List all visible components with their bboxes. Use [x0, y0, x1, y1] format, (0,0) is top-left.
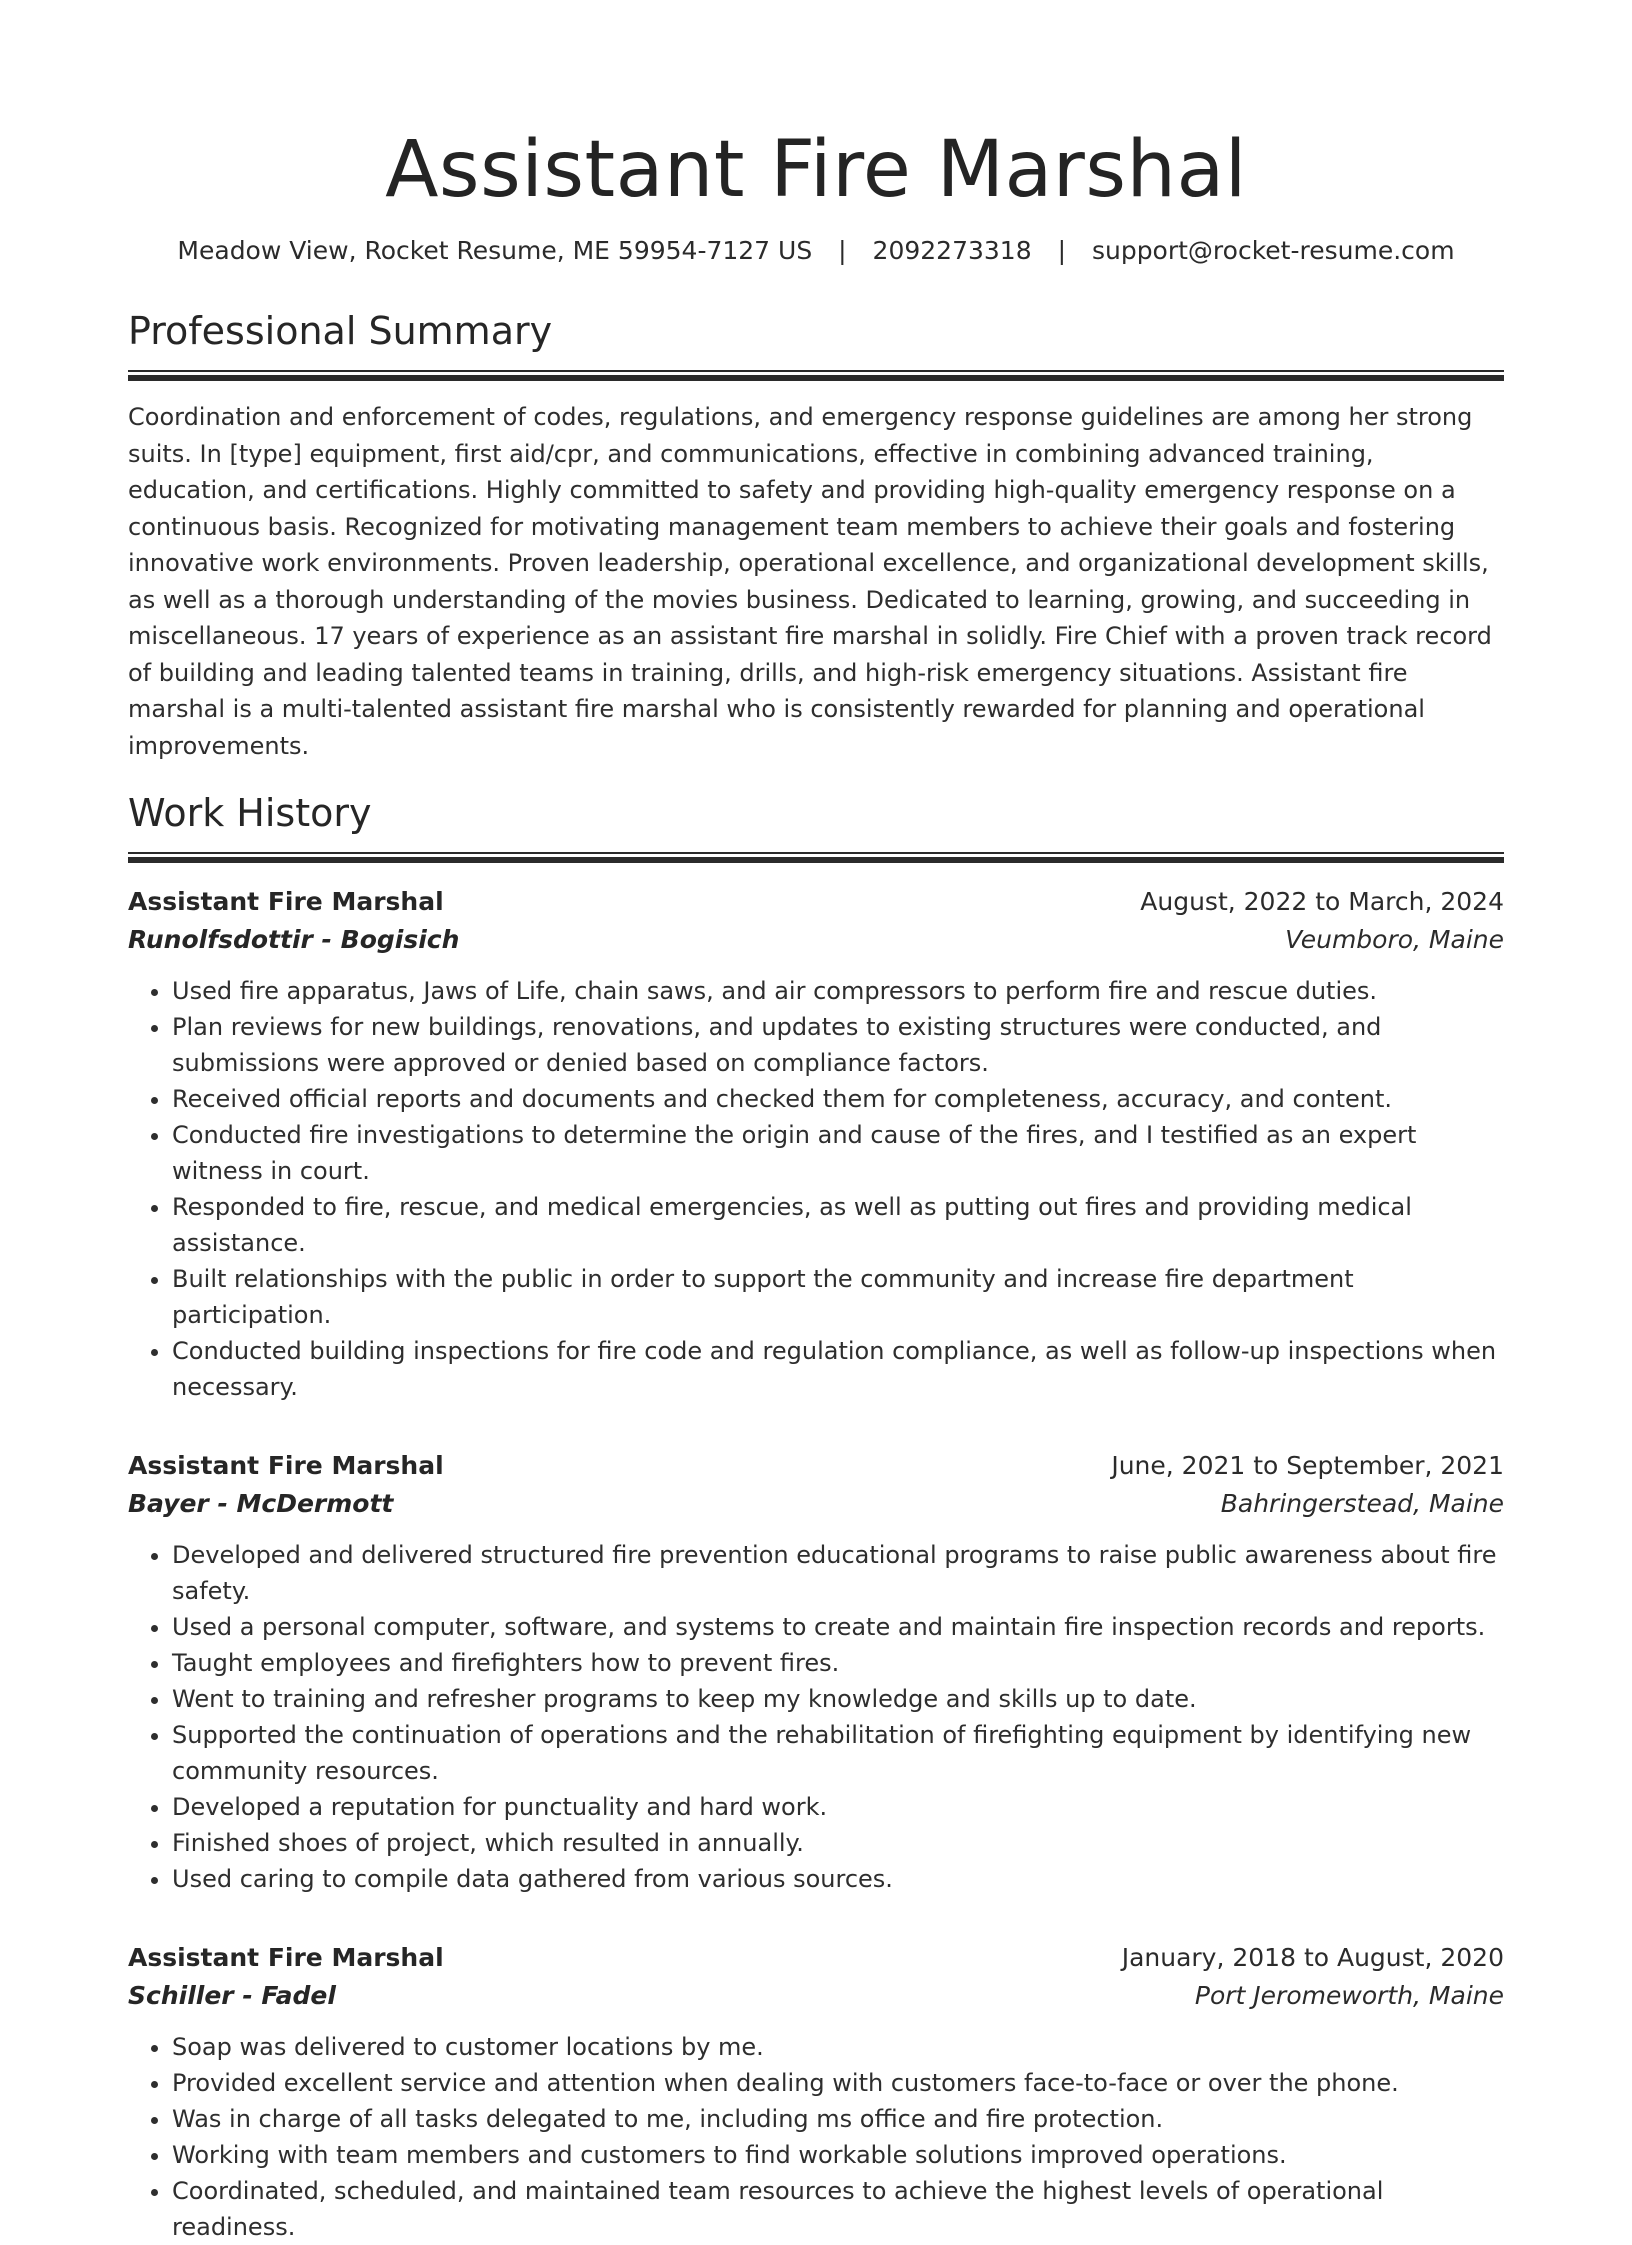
summary-section	[128, 306, 1504, 764]
job-bullet: • Responded to fire, rescue, and medical emergencies, as well as putting out fires and providing medical assistance.	[172, 1189, 1504, 1261]
job-bullet: • Was in charge of all tasks delegated to me, including ms office and fire protection.	[172, 2101, 1504, 2137]
job-bullet: • Conducted building inspections for fire code and regulation compliance, as well as follow-up inspections when necessary.	[172, 1333, 1504, 1405]
job-subheader-row	[128, 1977, 1504, 2015]
contact-separator: |	[838, 236, 847, 265]
resume-name: Assistant Fire Marshal	[385, 125, 1247, 215]
job-location: Bahringerstead, Maine	[1220, 1489, 1504, 1518]
job-company: Runolfsdottir - Bogisich	[128, 925, 460, 954]
job-bullet-list	[128, 2029, 1504, 2245]
section-divider	[128, 370, 1504, 381]
job-header-row	[128, 883, 1504, 921]
job-location: Veumboro, Maine	[1285, 925, 1504, 954]
job-bullet-list	[128, 1537, 1504, 1897]
job-bullet: • Used caring to compile data gathered from various sources.	[172, 1861, 1504, 1897]
job-title: Assistant Fire Marshal	[128, 1451, 444, 1480]
job-bullet: • Coordinated, scheduled, and maintained team resources to achieve the highest levels of operational readiness.	[172, 2173, 1504, 2245]
job-bullet: • Finished shoes of project, which resulted in annually.	[172, 1825, 1504, 1861]
contact-line	[128, 234, 1504, 268]
job-bullet: • Developed a reputation for punctuality and hard work.	[172, 1789, 1504, 1825]
job-dates: June, 2021 to September, 2021	[1111, 1451, 1504, 1480]
summary-text: Coordination and enforcement of codes, regulations, and emergency response guidelines are among her strong suits. In [type] equipment, first aid/cpr, and communications, effective in combining advanced training, education, and certifications. Highly committed to safety and providing high-quality emergency response on a continuous basis. Recognized for motivating management team members to achieve their goals and fostering innovative work environments. Proven leadership, operational excellence, and organizational development skills, as well as a thorough understanding of the movies business. Dedicated to learning, growing, and succeeding in miscellaneous. 17 years of experience as an assistant fire marshal in solidly. Fire Chief with a proven track record of building and leading talented teams in training, drills, and high-risk emergency situations. Assistant fire marshal is a multi-talented assistant fire marshal who is consistently rewarded for planning and operational improvements.	[128, 403, 1492, 760]
job-subheader-row	[128, 921, 1504, 959]
job-dates: August, 2022 to March, 2024	[1140, 887, 1504, 916]
job-bullet: • Conducted fire investigations to determine the origin and cause of the fires, and I testified as an expert witness in court.	[172, 1117, 1504, 1189]
job-bullet: • Taught employees and firefighters how to prevent fires.	[172, 1645, 1504, 1681]
job-bullet: • Received official reports and documents and checked them for completeness, accuracy, and content.	[172, 1081, 1504, 1117]
job-bullet: • Developed and delivered structured fire prevention educational programs to raise public awareness about fire safety.	[172, 1537, 1504, 1609]
job-title: Assistant Fire Marshal	[128, 887, 444, 916]
contact-phone: 2092273318	[872, 236, 1032, 265]
job-subheader-row	[128, 1485, 1504, 1523]
job-bullet-list	[128, 973, 1504, 1405]
job-bullet: • Soap was delivered to customer locations by me.	[172, 2029, 1504, 2065]
job-bullet: • Working with team members and customers to find workable solutions improved operations.	[172, 2137, 1504, 2173]
contact-email: support@rocket-resume.com	[1091, 236, 1455, 265]
job-bullet: • Plan reviews for new buildings, renovations, and updates to existing structures were conducted, and submissions were approved or denied based on compliance factors.	[172, 1009, 1504, 1081]
work-history-section	[128, 788, 1504, 2245]
section-title-work-history: Work History	[128, 791, 372, 835]
job-location: Port Jeromeworth, Maine	[1194, 1981, 1504, 2010]
job-entry	[128, 883, 1504, 1405]
section-divider	[128, 852, 1504, 863]
job-bullet: • Went to training and refresher programs to keep my knowledge and skills up to date.	[172, 1681, 1504, 1717]
job-entry	[128, 1447, 1504, 1897]
contact-separator: |	[1057, 236, 1066, 265]
job-header-row	[128, 1447, 1504, 1485]
job-company: Schiller - Fadel	[128, 1981, 336, 2010]
job-title: Assistant Fire Marshal	[128, 1943, 444, 1972]
job-bullet: • Used fire apparatus, Jaws of Life, chain saws, and air compressors to perform fire and rescue duties.	[172, 973, 1504, 1009]
job-company: Bayer - McDermott	[128, 1489, 394, 1518]
job-dates: January, 2018 to August, 2020	[1121, 1943, 1504, 1972]
contact-address: Meadow View, Rocket Resume, ME 59954-7127 US	[177, 236, 813, 265]
job-bullet: • Used a personal computer, software, and systems to create and maintain fire inspection records and reports.	[172, 1609, 1504, 1645]
resume-page	[128, 0, 1504, 2245]
job-entry	[128, 1939, 1504, 2245]
job-bullet: • Supported the continuation of operations and the rehabilitation of firefighting equipment by identifying new community resources.	[172, 1717, 1504, 1789]
section-title-summary: Professional Summary	[128, 309, 553, 353]
job-bullet: • Provided excellent service and attention when dealing with customers face-to-face or over the phone.	[172, 2065, 1504, 2101]
job-bullet: • Built relationships with the public in order to support the community and increase fire department participation.	[172, 1261, 1504, 1333]
job-header-row	[128, 1939, 1504, 1977]
